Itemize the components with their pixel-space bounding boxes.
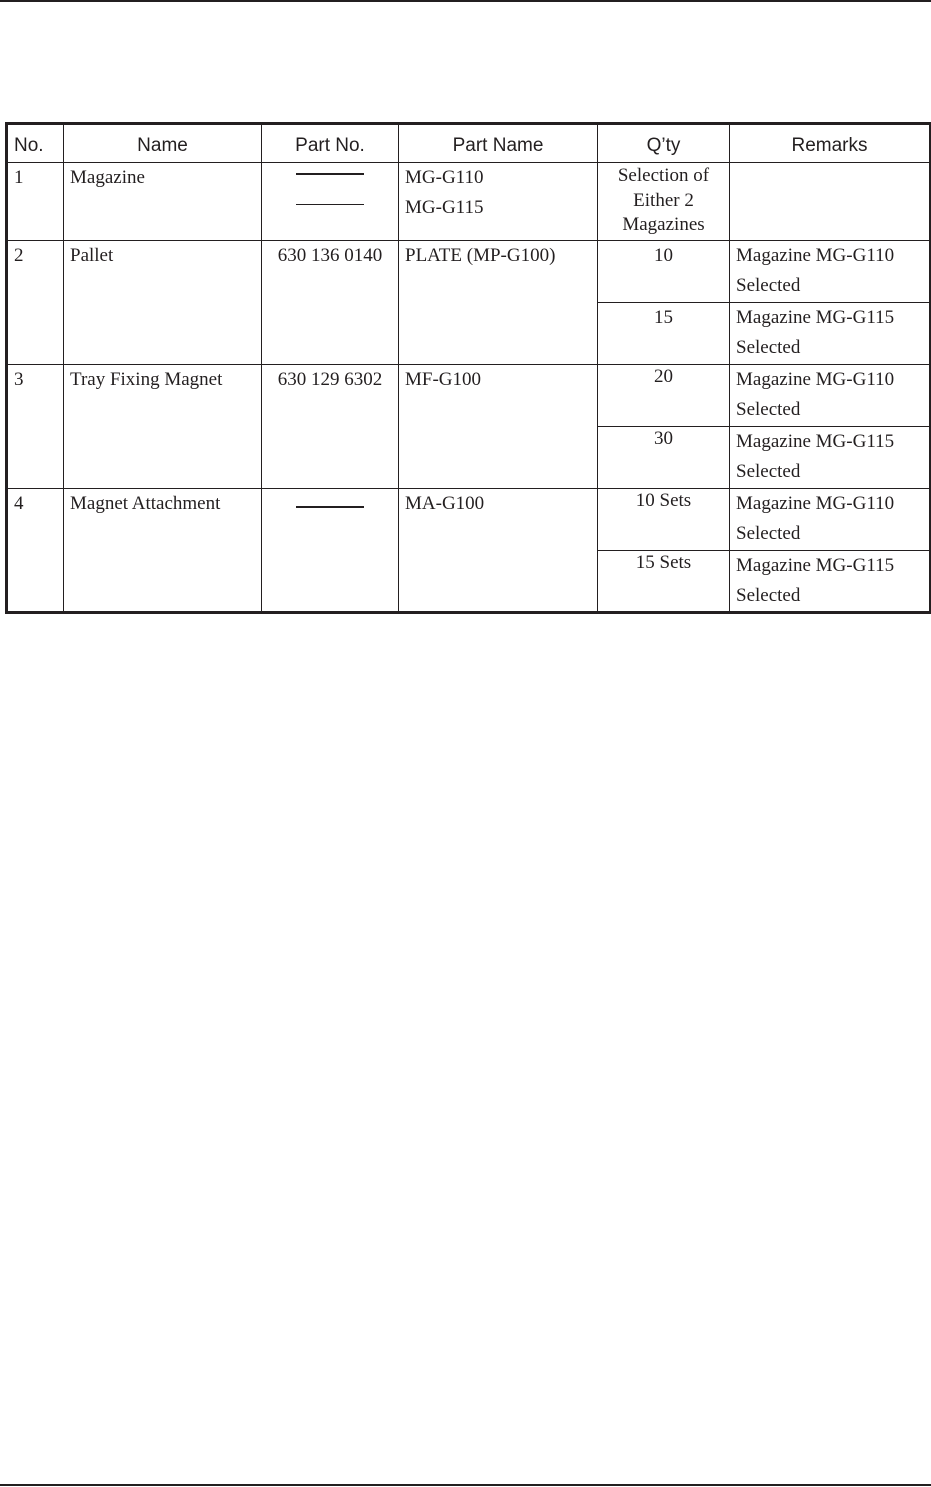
- cell-qty: 10: [598, 241, 730, 303]
- cell-qty: 20: [598, 365, 730, 427]
- cell-no: 4: [7, 489, 64, 613]
- cell-no: 2: [7, 241, 64, 365]
- page-top-rule: [0, 0, 931, 2]
- cell-part-no: 630 136 0140: [262, 241, 399, 365]
- cell-remarks: [730, 551, 931, 613]
- cell-name: Tray Fixing Magnet: [64, 365, 262, 489]
- remarks-line: Magazine MG-G110: [736, 493, 895, 514]
- remarks-line: Selected: [736, 399, 801, 420]
- qty-line: Magazines: [622, 214, 705, 235]
- table-row: [7, 489, 931, 551]
- cell-part-no-dashes: [262, 163, 399, 241]
- cell-no: 3: [7, 365, 64, 489]
- cell-qty: 10 Sets: [598, 489, 730, 551]
- part-name-line: MG-G115: [405, 197, 484, 218]
- remarks-line: Selected: [736, 337, 801, 358]
- page-bottom-rule: [0, 1484, 931, 1486]
- cell-remarks: [730, 241, 931, 303]
- table-header-row: [7, 124, 931, 163]
- blank-dash: [296, 506, 364, 508]
- cell-part-no-dashes: [262, 489, 399, 613]
- cell-remarks: [730, 365, 931, 427]
- cell-no: 1: [7, 163, 64, 241]
- part-name-line: MG-G110: [405, 167, 484, 188]
- cell-part-no: 630 129 6302: [262, 365, 399, 489]
- cell-qty: 15 Sets: [598, 551, 730, 613]
- table-row: [7, 365, 931, 427]
- table-row: [7, 241, 931, 303]
- header-remarks: Remarks: [730, 124, 931, 163]
- cell-name: Magnet Attachment: [64, 489, 262, 613]
- header-name: Name: [64, 124, 262, 163]
- header-part-name: Part Name: [399, 124, 598, 163]
- header-no: No.: [7, 124, 64, 163]
- cell-qty: 15: [598, 303, 730, 365]
- qty-line: Either 2: [633, 189, 694, 211]
- cell-remarks: [730, 163, 931, 241]
- remarks-line: Magazine MG-G110: [736, 369, 895, 390]
- remarks-line: Selected: [736, 585, 801, 606]
- remarks-line: Magazine MG-G115: [736, 307, 895, 328]
- remarks-line: Magazine MG-G110: [736, 245, 895, 266]
- cell-part-name: [399, 163, 598, 241]
- remarks-line: Magazine MG-G115: [736, 555, 895, 576]
- blank-dash: [296, 204, 364, 206]
- remarks-line: Selected: [736, 275, 801, 296]
- qty-line: Selection of: [617, 165, 710, 186]
- parts-table: [5, 122, 931, 614]
- cell-remarks: [730, 489, 931, 551]
- cell-name: Magazine: [64, 163, 262, 241]
- cell-name: Pallet: [64, 241, 262, 365]
- cell-part-name: MF-G100: [399, 365, 598, 489]
- table-row: [7, 163, 931, 241]
- header-qty: Q’ty: [598, 124, 730, 163]
- cell-part-name: PLATE (MP-G100): [399, 241, 598, 365]
- cell-remarks: [730, 303, 931, 365]
- cell-qty: [598, 163, 730, 241]
- remarks-line: Selected: [736, 523, 801, 544]
- blank-dash: [296, 173, 364, 175]
- cell-qty: 30: [598, 427, 730, 489]
- cell-remarks: [730, 427, 931, 489]
- cell-part-name: MA-G100: [399, 489, 598, 613]
- header-part-no: Part No.: [262, 124, 399, 163]
- remarks-line: Selected: [736, 461, 801, 482]
- remarks-line: Magazine MG-G115: [736, 431, 895, 452]
